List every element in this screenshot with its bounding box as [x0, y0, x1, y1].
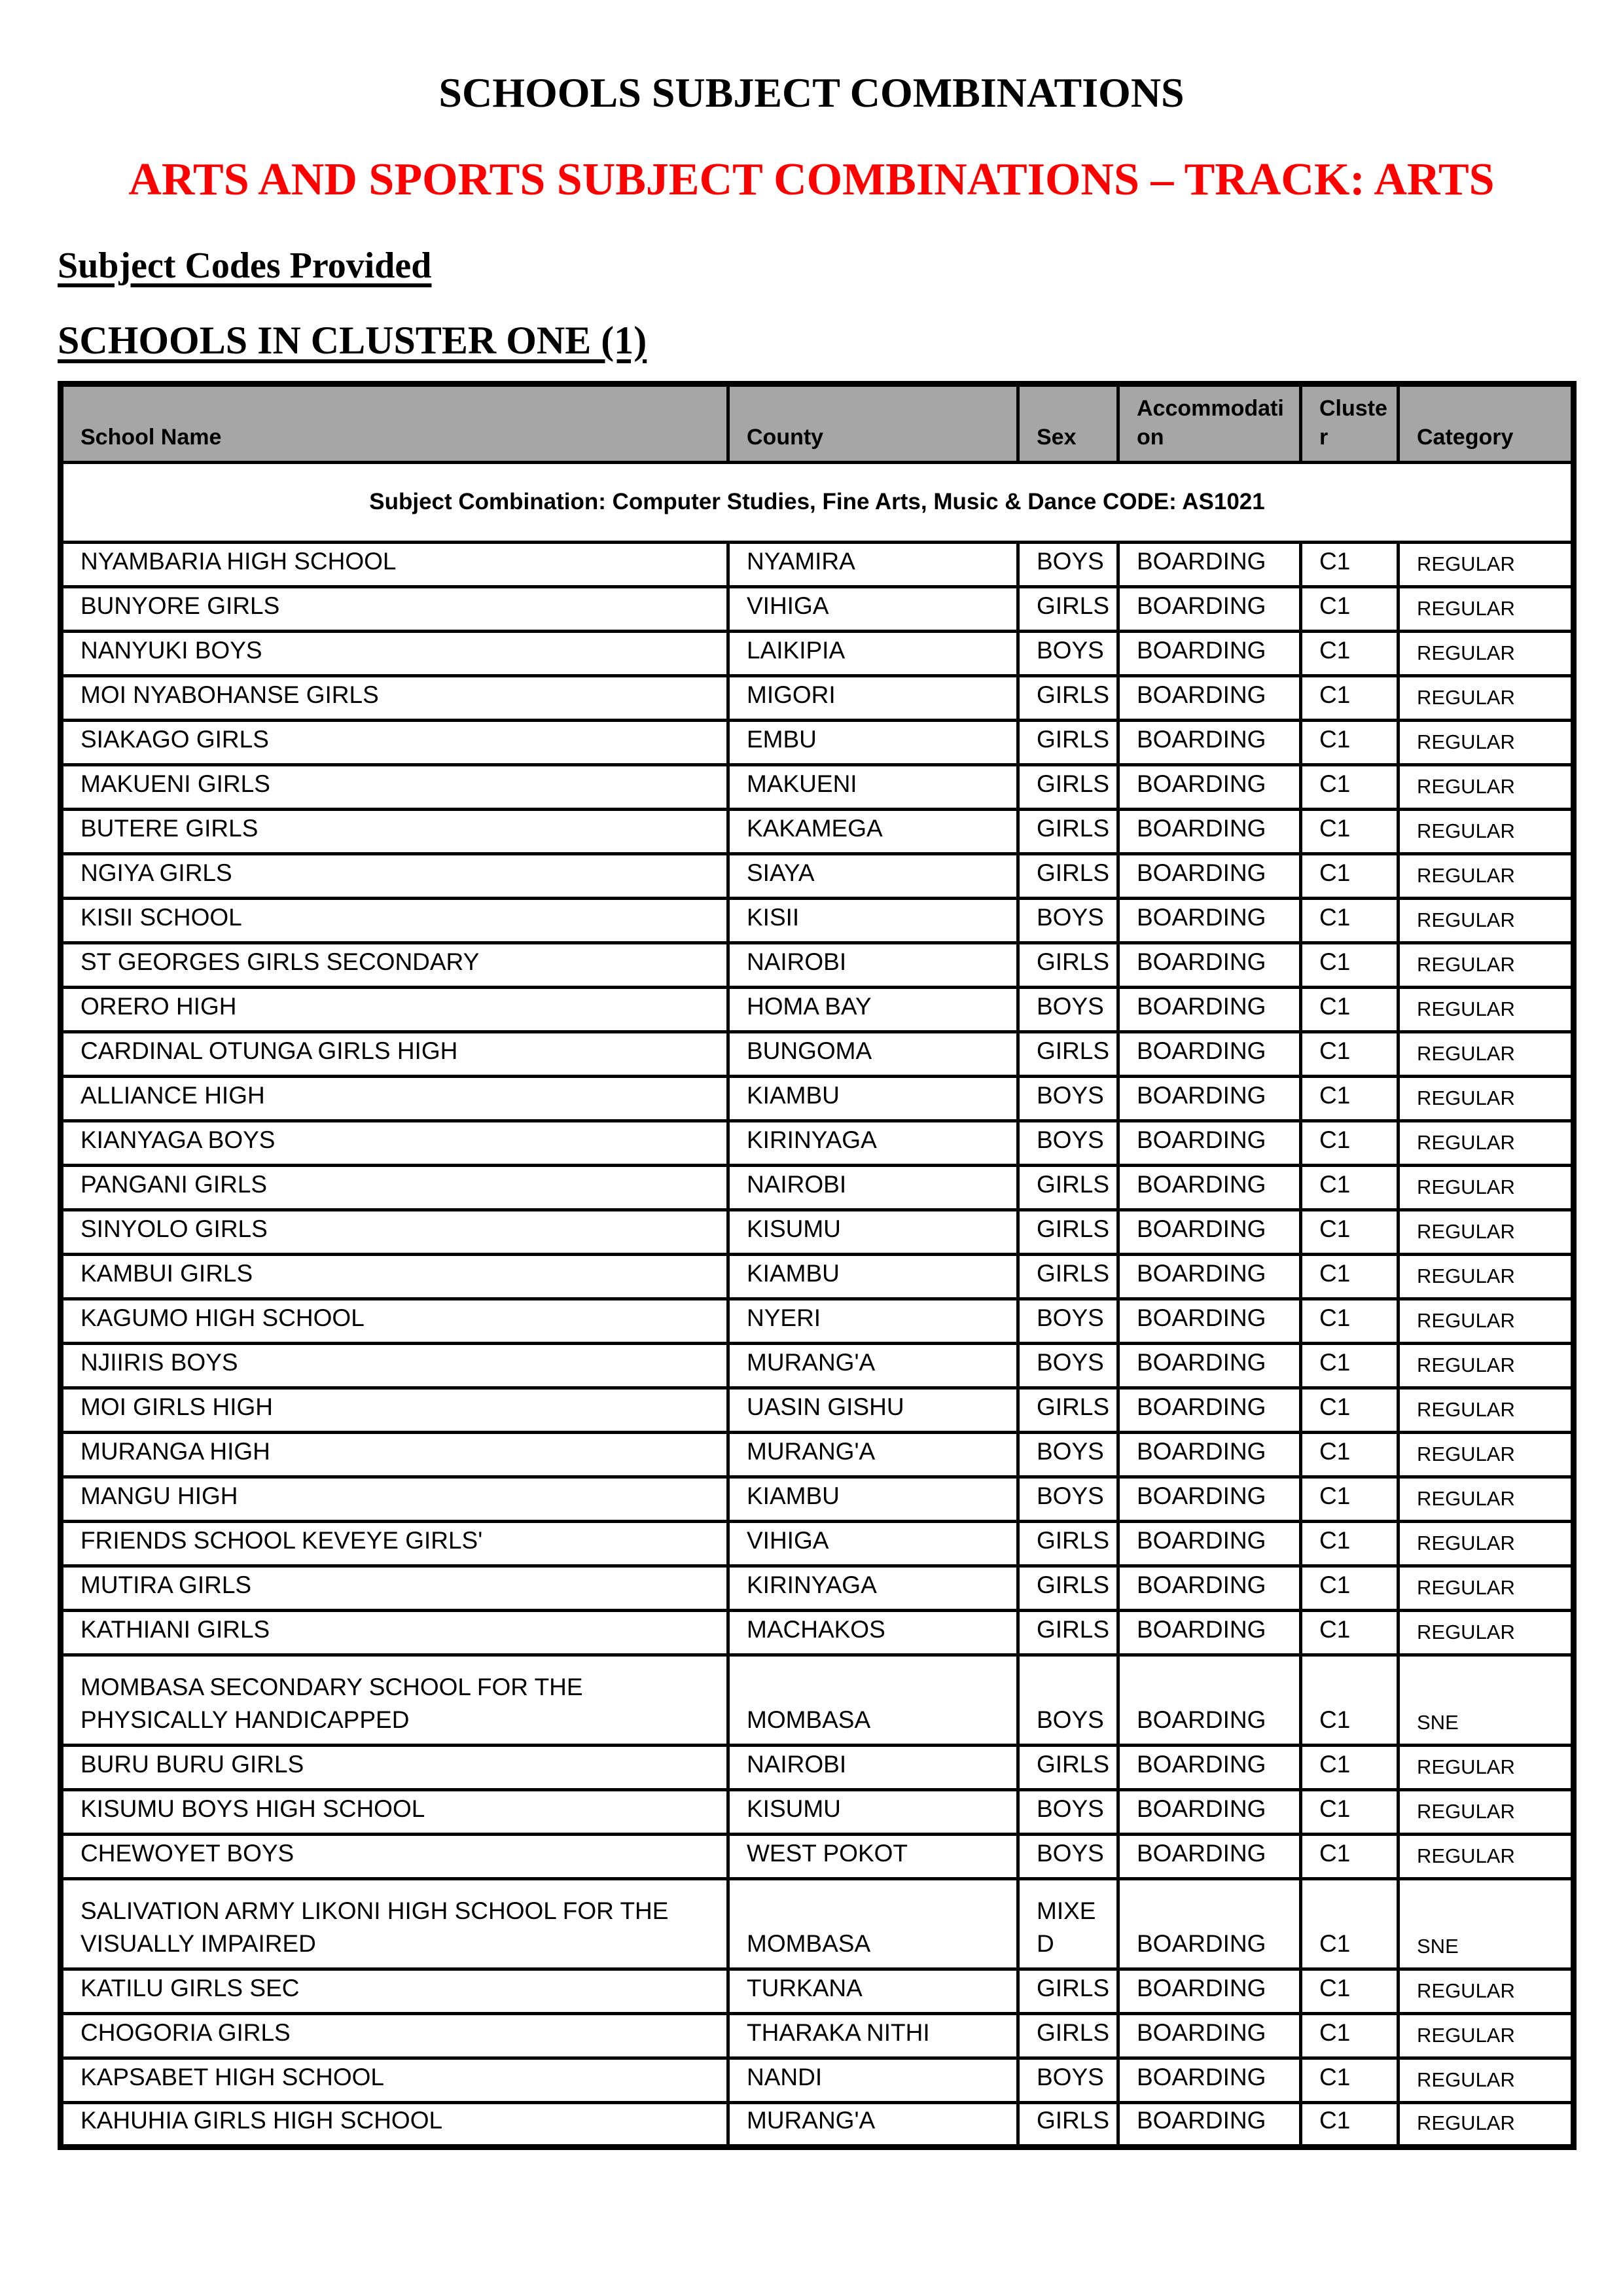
cell-school-name: ALLIANCE HIGH: [61, 1076, 728, 1121]
cell-sex: GIRLS: [1018, 720, 1118, 764]
cell-category: REGULAR: [1399, 1610, 1574, 1655]
cell-category: REGULAR: [1399, 1789, 1574, 1834]
cell-school-name: MOI NYABOHANSE GIRLS: [61, 675, 728, 720]
cell-accommodation: BOARDING: [1118, 898, 1301, 942]
document-content: [0, 68, 1623, 2150]
cell-sex: GIRLS: [1018, 1521, 1118, 1566]
table-row: [61, 1789, 1574, 1834]
cell-school-name: KAPSABET HIGH SCHOOL: [61, 2058, 728, 2102]
cell-school-name: NJIIRIS BOYS: [61, 1343, 728, 1388]
table-row: [61, 1388, 1574, 1432]
cell-cluster: C1: [1301, 1655, 1399, 1745]
cell-sex: GIRLS: [1018, 1254, 1118, 1299]
cell-accommodation: BOARDING: [1118, 1566, 1301, 1610]
cluster-one-heading: SCHOOLS IN CLUSTER ONE (1): [58, 318, 647, 362]
cell-sex: GIRLS: [1018, 942, 1118, 987]
cell-accommodation: BOARDING: [1118, 1655, 1301, 1745]
cell-school-name: BURU BURU GIRLS: [61, 1745, 728, 1789]
cell-sex: BOYS: [1018, 1076, 1118, 1121]
cell-county: NYERI: [728, 1299, 1018, 1343]
cell-category: SNE: [1399, 1655, 1574, 1745]
cell-category: REGULAR: [1399, 2058, 1574, 2102]
table-row: [61, 1254, 1574, 1299]
cell-school-name: SALIVATION ARMY LIKONI HIGH SCHOOL FOR THE VISUALLY IMPAIRED: [61, 1878, 728, 1969]
cell-accommodation: BOARDING: [1118, 2058, 1301, 2102]
cell-category: REGULAR: [1399, 1254, 1574, 1299]
cell-school-name: MANGU HIGH: [61, 1477, 728, 1521]
cell-category: REGULAR: [1399, 1343, 1574, 1388]
cell-accommodation: BOARDING: [1118, 1076, 1301, 1121]
table-row: [61, 1299, 1574, 1343]
cell-accommodation: BOARDING: [1118, 631, 1301, 675]
table-row: [61, 675, 1574, 720]
cell-school-name: CHOGORIA GIRLS: [61, 2013, 728, 2058]
cell-sex: GIRLS: [1018, 2013, 1118, 2058]
cell-cluster: C1: [1301, 1210, 1399, 1254]
cell-county: NYAMIRA: [728, 542, 1018, 586]
cell-accommodation: BOARDING: [1118, 1165, 1301, 1210]
cell-county: KISUMU: [728, 1210, 1018, 1254]
table-row: [61, 898, 1574, 942]
cell-county: SIAYA: [728, 853, 1018, 898]
cell-cluster: C1: [1301, 1388, 1399, 1432]
cell-category: REGULAR: [1399, 1210, 1574, 1254]
cell-sex: GIRLS: [1018, 1031, 1118, 1076]
cell-category: SNE: [1399, 1878, 1574, 1969]
cell-county: KISII: [728, 898, 1018, 942]
cell-sex: BOYS: [1018, 898, 1118, 942]
cell-school-name: FRIENDS SCHOOL KEVEYE GIRLS': [61, 1521, 728, 1566]
cell-county: KIAMBU: [728, 1254, 1018, 1299]
cell-school-name: ST GEORGES GIRLS SECONDARY: [61, 942, 728, 987]
cell-school-name: KISII SCHOOL: [61, 898, 728, 942]
cell-accommodation: BOARDING: [1118, 1121, 1301, 1165]
cell-school-name: MURANGA HIGH: [61, 1432, 728, 1477]
cell-accommodation: BOARDING: [1118, 1254, 1301, 1299]
cell-accommodation: BOARDING: [1118, 1745, 1301, 1789]
cell-category: REGULAR: [1399, 1031, 1574, 1076]
table-row: [61, 1566, 1574, 1610]
cell-school-name: KATHIANI GIRLS: [61, 1610, 728, 1655]
cell-cluster: C1: [1301, 1254, 1399, 1299]
cell-category: REGULAR: [1399, 1165, 1574, 1210]
cell-category: REGULAR: [1399, 586, 1574, 631]
table-row: [61, 2013, 1574, 2058]
cell-school-name: NANYUKI BOYS: [61, 631, 728, 675]
page-title: SCHOOLS SUBJECT COMBINATIONS: [438, 69, 1185, 116]
cell-accommodation: BOARDING: [1118, 1610, 1301, 1655]
cell-school-name: KIANYAGA BOYS: [61, 1121, 728, 1165]
cell-county: BUNGOMA: [728, 1031, 1018, 1076]
cell-category: REGULAR: [1399, 1969, 1574, 2013]
cell-category: REGULAR: [1399, 2102, 1574, 2147]
table-row: [61, 853, 1574, 898]
table-row: [61, 1343, 1574, 1388]
cell-sex: BOYS: [1018, 631, 1118, 675]
cell-county: THARAKA NITHI: [728, 2013, 1018, 2058]
cell-county: MIGORI: [728, 675, 1018, 720]
cell-sex: MIXED: [1018, 1878, 1118, 1969]
cell-accommodation: BOARDING: [1118, 1521, 1301, 1566]
cell-cluster: C1: [1301, 1121, 1399, 1165]
cell-sex: GIRLS: [1018, 1165, 1118, 1210]
cell-accommodation: BOARDING: [1118, 1789, 1301, 1834]
cell-sex: GIRLS: [1018, 764, 1118, 809]
cell-sex: GIRLS: [1018, 1388, 1118, 1432]
table-row: [61, 987, 1574, 1031]
cell-county: MAKUENI: [728, 764, 1018, 809]
cell-school-name: NYAMBARIA HIGH SCHOOL: [61, 542, 728, 586]
table-row: [61, 1745, 1574, 1789]
cell-county: KIRINYAGA: [728, 1566, 1018, 1610]
cell-cluster: C1: [1301, 675, 1399, 720]
cell-accommodation: BOARDING: [1118, 942, 1301, 987]
cell-category: REGULAR: [1399, 1745, 1574, 1789]
cell-cluster: C1: [1301, 1299, 1399, 1343]
table-row: [61, 1121, 1574, 1165]
cell-county: NAIROBI: [728, 942, 1018, 987]
cell-cluster: C1: [1301, 1477, 1399, 1521]
cell-cluster: C1: [1301, 2058, 1399, 2102]
cell-category: REGULAR: [1399, 1477, 1574, 1521]
cell-school-name: CHEWOYET BOYS: [61, 1834, 728, 1878]
cell-sex: GIRLS: [1018, 1745, 1118, 1789]
subject-combination-banner: Subject Combination: Computer Studies, Fine Arts, Music & Dance CODE: AS1021: [61, 462, 1574, 542]
cell-category: REGULAR: [1399, 1566, 1574, 1610]
cell-sex: BOYS: [1018, 1432, 1118, 1477]
cell-county: KIAMBU: [728, 1477, 1018, 1521]
cell-county: NAIROBI: [728, 1745, 1018, 1789]
cell-accommodation: BOARDING: [1118, 1343, 1301, 1388]
subject-codes-heading: Subject Codes Provided: [58, 245, 432, 286]
table-row: [61, 1834, 1574, 1878]
cell-county: TURKANA: [728, 1969, 1018, 2013]
cell-county: NAIROBI: [728, 1165, 1018, 1210]
cell-cluster: C1: [1301, 720, 1399, 764]
column-header-sex: Sex: [1018, 384, 1118, 462]
cell-category: REGULAR: [1399, 542, 1574, 586]
cell-accommodation: BOARDING: [1118, 1878, 1301, 1969]
column-header-accommodation: Accommodation: [1118, 384, 1301, 462]
cell-accommodation: BOARDING: [1118, 764, 1301, 809]
cell-sex: BOYS: [1018, 987, 1118, 1031]
cell-county: MURANG'A: [728, 1432, 1018, 1477]
cell-sex: BOYS: [1018, 2058, 1118, 2102]
cell-category: REGULAR: [1399, 1121, 1574, 1165]
cell-category: REGULAR: [1399, 764, 1574, 809]
cell-school-name: KAHUHIA GIRLS HIGH SCHOOL: [61, 2102, 728, 2147]
cell-sex: GIRLS: [1018, 809, 1118, 853]
cell-sex: BOYS: [1018, 1343, 1118, 1388]
cell-school-name: KAGUMO HIGH SCHOOL: [61, 1299, 728, 1343]
cell-category: REGULAR: [1399, 1299, 1574, 1343]
table-row: [61, 942, 1574, 987]
cell-category: REGULAR: [1399, 675, 1574, 720]
cell-accommodation: BOARDING: [1118, 1969, 1301, 2013]
cell-county: MOMBASA: [728, 1655, 1018, 1745]
cell-category: REGULAR: [1399, 2013, 1574, 2058]
cell-category: REGULAR: [1399, 1834, 1574, 1878]
cell-category: REGULAR: [1399, 809, 1574, 853]
cell-cluster: C1: [1301, 809, 1399, 853]
cell-sex: GIRLS: [1018, 675, 1118, 720]
table-row: [61, 2058, 1574, 2102]
cell-school-name: MUTIRA GIRLS: [61, 1566, 728, 1610]
cell-sex: GIRLS: [1018, 1969, 1118, 2013]
cell-sex: GIRLS: [1018, 2102, 1118, 2147]
table-row: [61, 764, 1574, 809]
cell-category: REGULAR: [1399, 942, 1574, 987]
cell-county: WEST POKOT: [728, 1834, 1018, 1878]
cell-accommodation: BOARDING: [1118, 1299, 1301, 1343]
cell-cluster: C1: [1301, 586, 1399, 631]
cell-accommodation: BOARDING: [1118, 1834, 1301, 1878]
cell-sex: BOYS: [1018, 1477, 1118, 1521]
cell-accommodation: BOARDING: [1118, 1388, 1301, 1432]
cell-accommodation: BOARDING: [1118, 1031, 1301, 1076]
table-row: [61, 1969, 1574, 2013]
cell-accommodation: BOARDING: [1118, 1477, 1301, 1521]
table-row: [61, 1165, 1574, 1210]
cell-county: EMBU: [728, 720, 1018, 764]
cell-cluster: C1: [1301, 764, 1399, 809]
cell-county: HOMA BAY: [728, 987, 1018, 1031]
cell-accommodation: BOARDING: [1118, 586, 1301, 631]
cell-accommodation: BOARDING: [1118, 1210, 1301, 1254]
cell-county: KIAMBU: [728, 1076, 1018, 1121]
subject-combination-banner-row: [61, 462, 1574, 542]
cell-category: REGULAR: [1399, 853, 1574, 898]
cell-county: NANDI: [728, 2058, 1018, 2102]
cell-category: REGULAR: [1399, 720, 1574, 764]
cell-cluster: C1: [1301, 1343, 1399, 1388]
cell-sex: BOYS: [1018, 1299, 1118, 1343]
cell-cluster: C1: [1301, 1031, 1399, 1076]
cell-accommodation: BOARDING: [1118, 675, 1301, 720]
cell-school-name: PANGANI GIRLS: [61, 1165, 728, 1210]
cell-cluster: C1: [1301, 1076, 1399, 1121]
cell-school-name: CARDINAL OTUNGA GIRLS HIGH: [61, 1031, 728, 1076]
table-row: [61, 542, 1574, 586]
cell-county: MOMBASA: [728, 1878, 1018, 1969]
cell-county: KISUMU: [728, 1789, 1018, 1834]
cell-cluster: C1: [1301, 542, 1399, 586]
cell-accommodation: BOARDING: [1118, 542, 1301, 586]
cell-sex: GIRLS: [1018, 586, 1118, 631]
cell-county: VIHIGA: [728, 1521, 1018, 1566]
cell-cluster: C1: [1301, 631, 1399, 675]
page-subtitle: ARTS AND SPORTS SUBJECT COMBINATIONS – TRACK: ARTS: [128, 154, 1495, 205]
table-row: [61, 809, 1574, 853]
column-header-cluster: Cluster: [1301, 384, 1399, 462]
cell-accommodation: BOARDING: [1118, 2102, 1301, 2147]
cell-category: REGULAR: [1399, 1432, 1574, 1477]
cell-cluster: C1: [1301, 1610, 1399, 1655]
cell-cluster: C1: [1301, 1745, 1399, 1789]
cell-school-name: MOMBASA SECONDARY SCHOOL FOR THE PHYSICALLY HANDICAPPED: [61, 1655, 728, 1745]
cell-cluster: C1: [1301, 1165, 1399, 1210]
cell-category: REGULAR: [1399, 898, 1574, 942]
table-row: [61, 1878, 1574, 1969]
table-row: [61, 1076, 1574, 1121]
table-row: [61, 1655, 1574, 1745]
cell-sex: BOYS: [1018, 1655, 1118, 1745]
cell-cluster: C1: [1301, 898, 1399, 942]
cell-category: REGULAR: [1399, 1521, 1574, 1566]
cell-school-name: NGIYA GIRLS: [61, 853, 728, 898]
table-row: [61, 1031, 1574, 1076]
table-row: [61, 2102, 1574, 2147]
cell-cluster: C1: [1301, 1521, 1399, 1566]
cell-cluster: C1: [1301, 853, 1399, 898]
cell-accommodation: BOARDING: [1118, 1432, 1301, 1477]
cell-sex: BOYS: [1018, 1121, 1118, 1165]
table-row: [61, 631, 1574, 675]
cell-cluster: C1: [1301, 1432, 1399, 1477]
cell-cluster: C1: [1301, 1566, 1399, 1610]
cell-county: KAKAMEGA: [728, 809, 1018, 853]
cell-category: REGULAR: [1399, 987, 1574, 1031]
column-header-county: County: [728, 384, 1018, 462]
cell-county: VIHIGA: [728, 586, 1018, 631]
cell-sex: BOYS: [1018, 1834, 1118, 1878]
table-row: [61, 1210, 1574, 1254]
table-row: [61, 720, 1574, 764]
table-row: [61, 1610, 1574, 1655]
cell-cluster: C1: [1301, 1878, 1399, 1969]
cell-sex: GIRLS: [1018, 853, 1118, 898]
cell-sex: BOYS: [1018, 542, 1118, 586]
cell-sex: GIRLS: [1018, 1566, 1118, 1610]
cell-category: REGULAR: [1399, 1388, 1574, 1432]
table-body: [61, 542, 1574, 2147]
cell-school-name: MOI GIRLS HIGH: [61, 1388, 728, 1432]
table-row: [61, 1521, 1574, 1566]
cell-school-name: MAKUENI GIRLS: [61, 764, 728, 809]
cell-cluster: C1: [1301, 1969, 1399, 2013]
column-header-category: Category: [1399, 384, 1574, 462]
table-row: [61, 1432, 1574, 1477]
cell-cluster: C1: [1301, 2102, 1399, 2147]
cell-category: REGULAR: [1399, 1076, 1574, 1121]
cell-school-name: KATILU GIRLS SEC: [61, 1969, 728, 2013]
cell-accommodation: BOARDING: [1118, 720, 1301, 764]
cell-school-name: SINYOLO GIRLS: [61, 1210, 728, 1254]
cell-school-name: BUNYORE GIRLS: [61, 586, 728, 631]
cell-accommodation: BOARDING: [1118, 2013, 1301, 2058]
cell-cluster: C1: [1301, 1789, 1399, 1834]
cell-cluster: C1: [1301, 942, 1399, 987]
cell-school-name: KAMBUI GIRLS: [61, 1254, 728, 1299]
cell-school-name: SIAKAGO GIRLS: [61, 720, 728, 764]
column-header-school-name: School Name: [61, 384, 728, 462]
schools-table: [58, 381, 1577, 2150]
cell-school-name: ORERO HIGH: [61, 987, 728, 1031]
cell-school-name: BUTERE GIRLS: [61, 809, 728, 853]
cell-county: LAIKIPIA: [728, 631, 1018, 675]
cell-cluster: C1: [1301, 2013, 1399, 2058]
cell-accommodation: BOARDING: [1118, 987, 1301, 1031]
cell-accommodation: BOARDING: [1118, 853, 1301, 898]
table-header-row: [61, 384, 1574, 462]
cell-county: MURANG'A: [728, 1343, 1018, 1388]
table-header: [61, 384, 1574, 462]
cell-county: UASIN GISHU: [728, 1388, 1018, 1432]
cell-cluster: C1: [1301, 987, 1399, 1031]
cell-county: MURANG'A: [728, 2102, 1018, 2147]
cell-county: KIRINYAGA: [728, 1121, 1018, 1165]
cell-sex: GIRLS: [1018, 1210, 1118, 1254]
cell-sex: GIRLS: [1018, 1610, 1118, 1655]
cell-accommodation: BOARDING: [1118, 809, 1301, 853]
table-row: [61, 1477, 1574, 1521]
cell-sex: BOYS: [1018, 1789, 1118, 1834]
cell-cluster: C1: [1301, 1834, 1399, 1878]
table-row: [61, 586, 1574, 631]
cell-school-name: KISUMU BOYS HIGH SCHOOL: [61, 1789, 728, 1834]
cell-category: REGULAR: [1399, 631, 1574, 675]
cell-county: MACHAKOS: [728, 1610, 1018, 1655]
